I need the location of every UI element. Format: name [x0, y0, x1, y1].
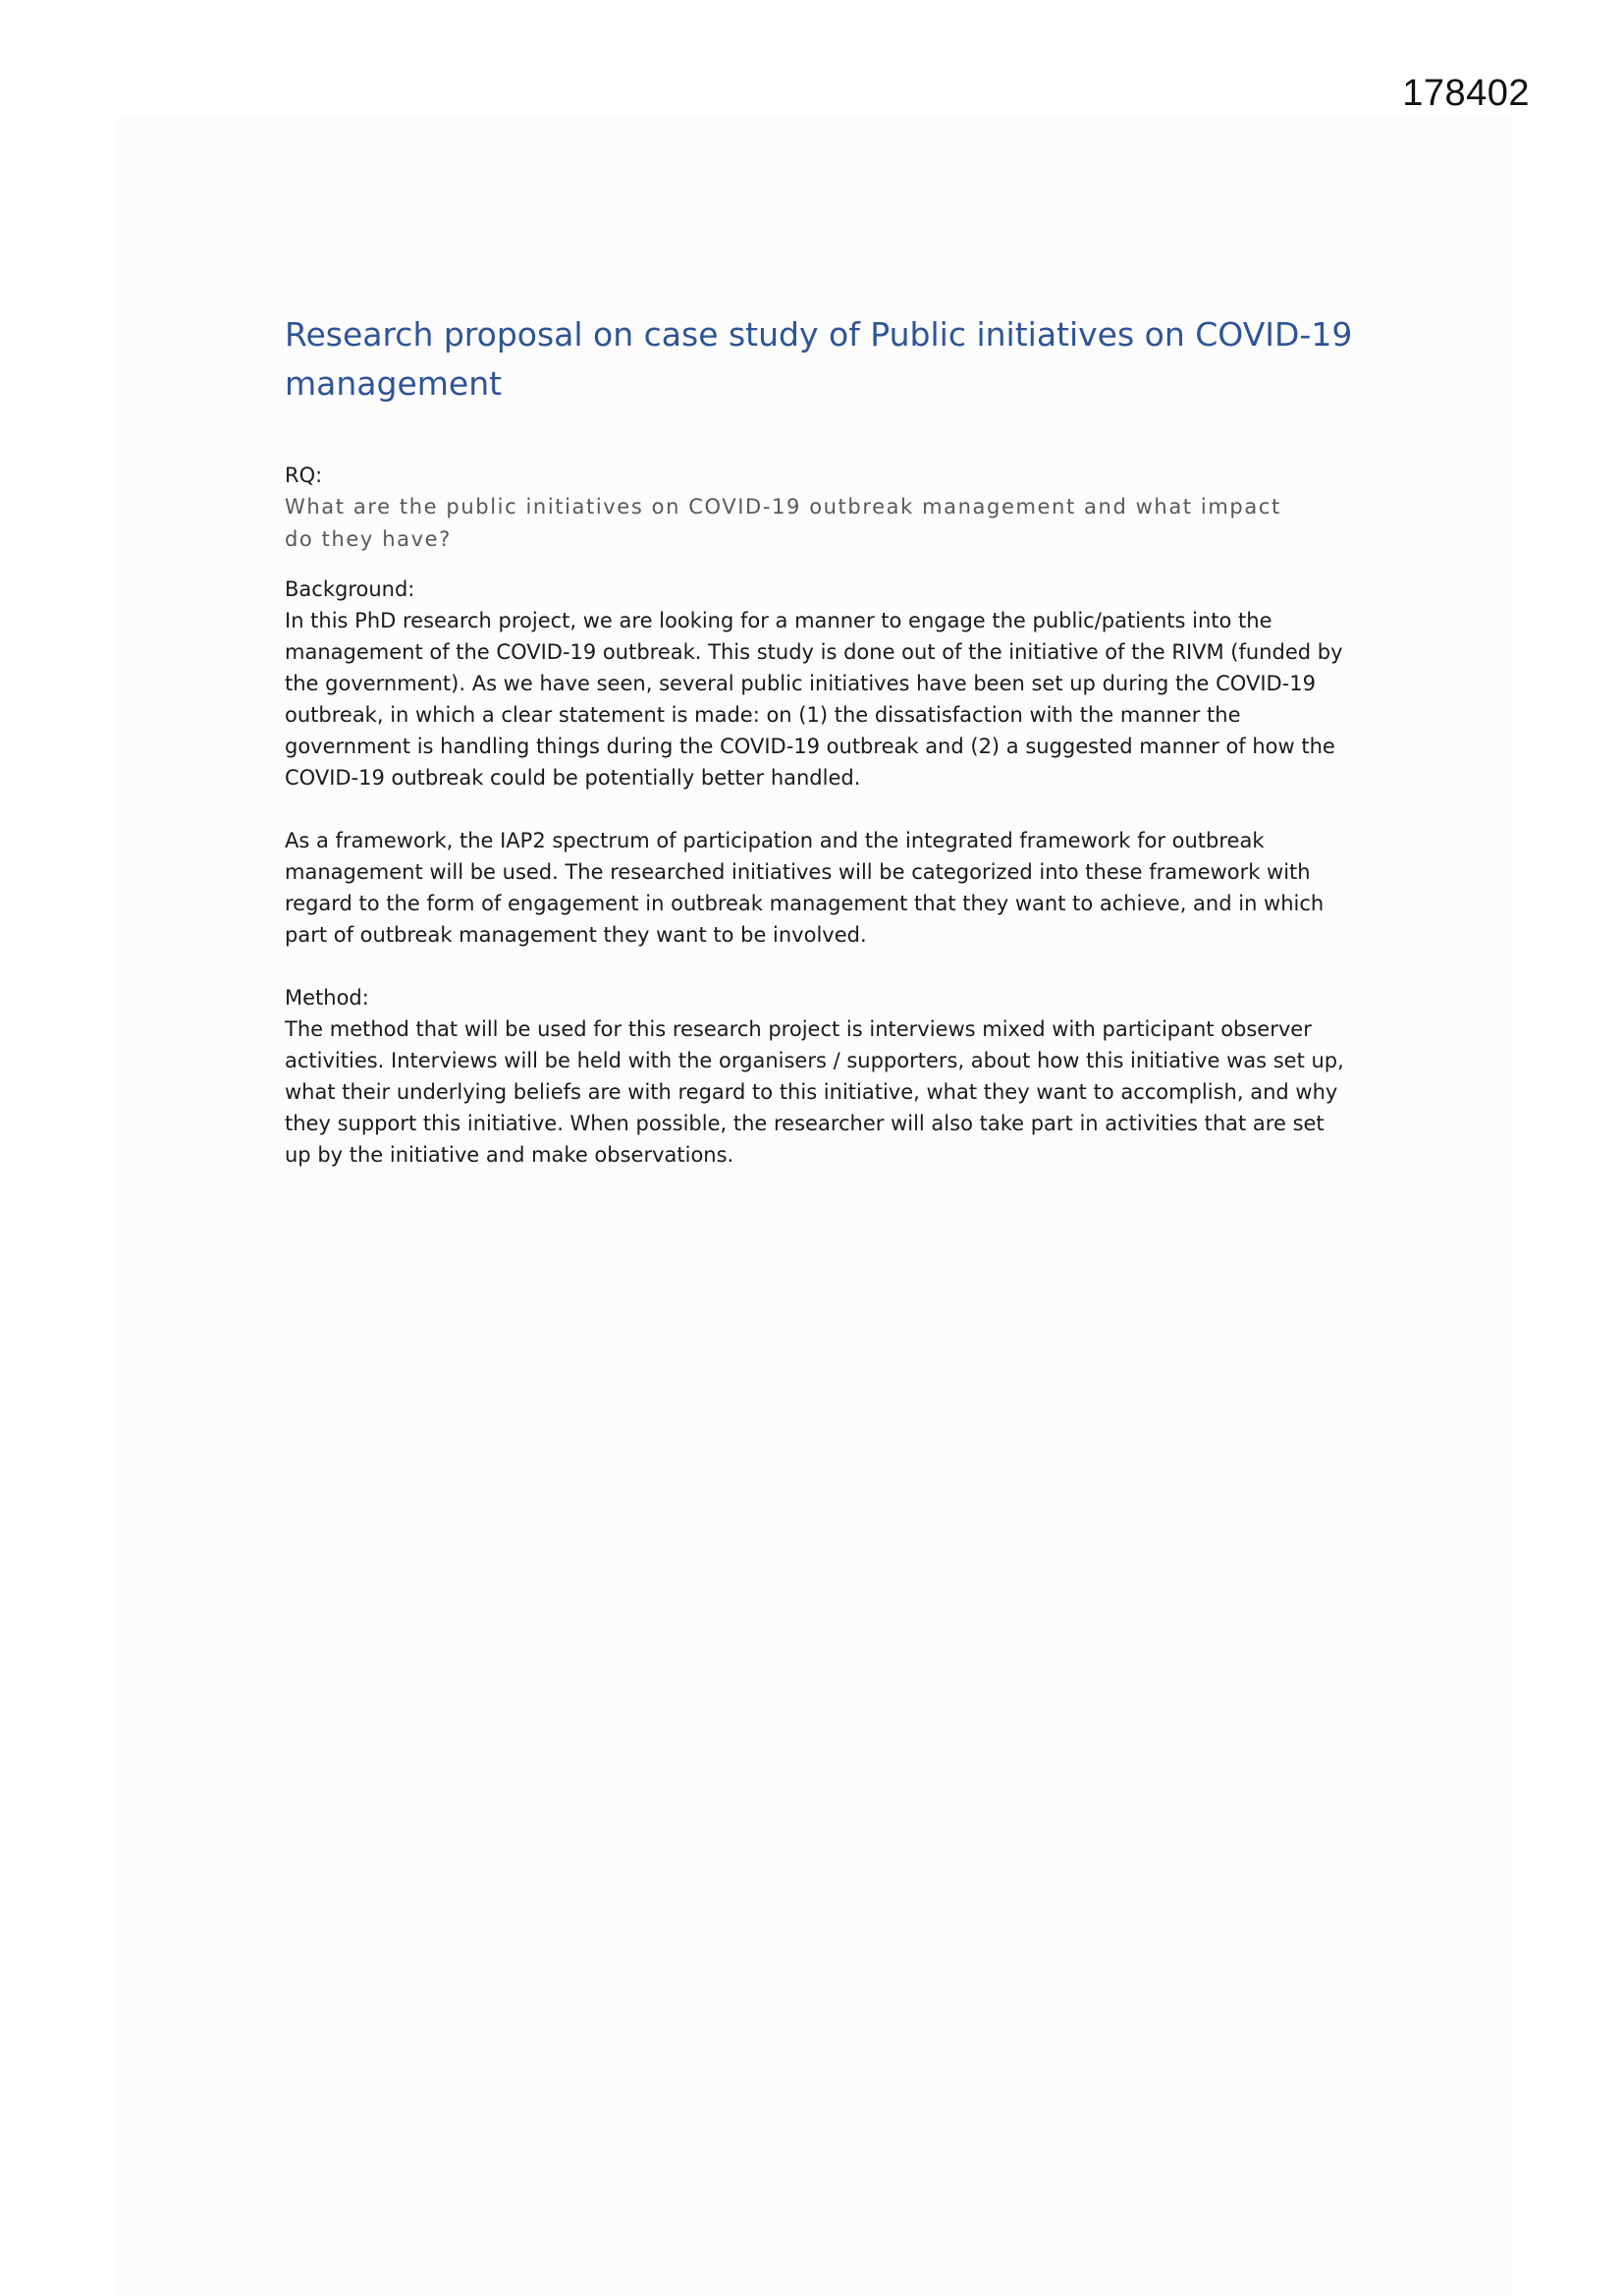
method-paragraph: The method that will be used for this research project is interviews mixed with participant observer activities. Interviews will be held with the organisers / supporters, about how this initiative was set up, what their underlying beliefs are with regard to this initiative, what they want to accomplish, and why they support this initiative. When possible, the researcher will also take part in activities that are set up by the initiative and make observations. [285, 1017, 1344, 1167]
framework-paragraph: As a framework, the IAP2 spectrum of participation and the integrated framework for outbreak management will be used. The researched initiatives will be categorized into these framework with regard to the form of engagement in outbreak management that they want to achieve, and in which part of outbreak management they want to be involved. [285, 829, 1325, 947]
document-body [285, 310, 1355, 1171]
method-label: Method: [285, 986, 369, 1010]
document-title: Research proposal on case study of Public initiatives on COVID-19 management [285, 315, 1353, 403]
background-label: Background: [285, 577, 415, 601]
document-id-number: 178402 [1402, 73, 1530, 114]
background-paragraph: In this PhD research project, we are looking for a manner to engage the public/patients into the management of the COVID-19 outbreak. This study is done out of the initiative of the RIVM (funded by the government). As we have seen, several public initiatives have been set up during the COVID-19 outbreak, in which a clear statement is made: on (1) the dissatisfaction with the manner the government is handling things during the COVID-19 outbreak and (2) a suggested manner of how the COVID-19 outbreak could be potentially better handled. [285, 609, 1343, 790]
rq-label: RQ: [285, 464, 323, 487]
research-question: What are the public initiatives on COVID-19 outbreak management and what impact do they have? [285, 495, 1281, 551]
